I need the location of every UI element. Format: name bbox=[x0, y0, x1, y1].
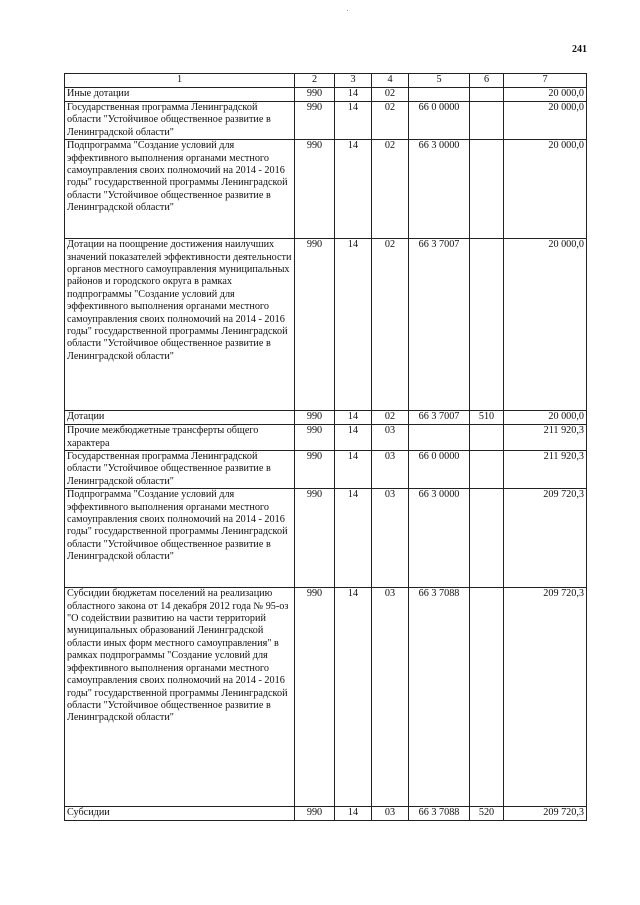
cell-c2: 990 bbox=[295, 239, 335, 411]
cell-c3: 14 bbox=[335, 102, 372, 140]
cell-c7: 211 920,3 bbox=[504, 451, 587, 489]
cell-c2: 990 bbox=[295, 102, 335, 140]
cell-c3: 14 bbox=[335, 239, 372, 411]
cell-c4: 03 bbox=[372, 489, 409, 588]
row-name: Подпрограмма "Создание условий для эффективного выполнения органами местного самоуправления своих полномочий на 2014 - 2016 годы" государственной программы Ленинградской области "Устойчивое общественное развитие в Ленинградской области" bbox=[65, 489, 295, 588]
header-row bbox=[65, 74, 587, 88]
row-name: Государственная программа Ленинградской области "Устойчивое общественное развитие в Ленинградской области" bbox=[65, 451, 295, 489]
table-row bbox=[65, 102, 587, 140]
cell-c3: 14 bbox=[335, 425, 372, 451]
row-name: Иные дотации bbox=[65, 88, 295, 102]
cell-c7: 20 000,0 bbox=[504, 411, 587, 425]
cell-c5: 66 3 7088 bbox=[409, 588, 470, 807]
col-header-3: 3 bbox=[335, 74, 372, 88]
cell-c2: 990 bbox=[295, 588, 335, 807]
cell-c6: 520 bbox=[470, 807, 504, 821]
col-header-6: 6 bbox=[470, 74, 504, 88]
cell-c5 bbox=[409, 88, 470, 102]
col-header-7: 7 bbox=[504, 74, 587, 88]
cell-c3: 14 bbox=[335, 489, 372, 588]
cell-c2: 990 bbox=[295, 411, 335, 425]
cell-c2: 990 bbox=[295, 489, 335, 588]
page-number: 241 bbox=[572, 44, 587, 55]
row-name: Подпрограмма "Создание условий для эффективного выполнения органами местного самоуправления своих полномочий на 2014 - 2016 годы" государственной программы Ленинградской области "Устойчивое общественное развитие в Ленинградской области" bbox=[65, 140, 295, 239]
col-header-2: 2 bbox=[295, 74, 335, 88]
cell-c6 bbox=[470, 489, 504, 588]
cell-c5: 66 3 7007 bbox=[409, 239, 470, 411]
cell-c4: 03 bbox=[372, 425, 409, 451]
cell-c7: 20 000,0 bbox=[504, 88, 587, 102]
cell-c6 bbox=[470, 239, 504, 411]
table-row bbox=[65, 807, 587, 821]
col-header-4: 4 bbox=[372, 74, 409, 88]
cell-c6 bbox=[470, 451, 504, 489]
table-row bbox=[65, 88, 587, 102]
col-header-5: 5 bbox=[409, 74, 470, 88]
scan-speck bbox=[347, 10, 348, 11]
cell-c5 bbox=[409, 425, 470, 451]
table-row bbox=[65, 411, 587, 425]
cell-c4: 03 bbox=[372, 807, 409, 821]
cell-c5: 66 3 7007 bbox=[409, 411, 470, 425]
cell-c7: 209 720,3 bbox=[504, 489, 587, 588]
cell-c4: 02 bbox=[372, 411, 409, 425]
row-name: Государственная программа Ленинградской области "Устойчивое общественное развитие в Ленинградской области" bbox=[65, 102, 295, 140]
cell-c5: 66 3 7088 bbox=[409, 807, 470, 821]
cell-c3: 14 bbox=[335, 411, 372, 425]
table-row bbox=[65, 140, 587, 239]
row-name: Дотации на поощрение достижения наилучших значений показателей эффективности деятельности органов местного самоуправления муниципальных районов и городского округа в рамках подпрограммы "Создание условий для эффективного выполнения органами местного самоуправления своих полномочий на 2014 - 2016 годы" государственной программы Ленинградской области "Устойчивое общественное развитие в Ленинградской области" bbox=[65, 239, 295, 411]
cell-c5: 66 0 0000 bbox=[409, 102, 470, 140]
cell-c7: 209 720,3 bbox=[504, 588, 587, 807]
cell-c7: 209 720,3 bbox=[504, 807, 587, 821]
cell-c7: 20 000,0 bbox=[504, 140, 587, 239]
cell-c5: 66 0 0000 bbox=[409, 451, 470, 489]
cell-c5: 66 3 0000 bbox=[409, 489, 470, 588]
cell-c4: 03 bbox=[372, 451, 409, 489]
cell-c2: 990 bbox=[295, 140, 335, 239]
cell-c4: 02 bbox=[372, 239, 409, 411]
cell-c6: 510 bbox=[470, 411, 504, 425]
cell-c2: 990 bbox=[295, 451, 335, 489]
row-name: Прочие межбюджетные трансферты общего характера bbox=[65, 425, 295, 451]
cell-c6 bbox=[470, 140, 504, 239]
cell-c5: 66 3 0000 bbox=[409, 140, 470, 239]
cell-c4: 02 bbox=[372, 102, 409, 140]
row-name: Дотации bbox=[65, 411, 295, 425]
cell-c4: 03 bbox=[372, 588, 409, 807]
row-name: Субсидии бюджетам поселений на реализацию областного закона от 14 декабря 2012 года № 95-оз "О содействии развитию на части территорий муниципальных образований Ленинградской области иных форм местного самоуправления" в рамках подпрограммы "Создание условий для эффективного выполнения органами местного самоуправления своих полномочий на 2014 - 2016 годы" государственной программы Ленинградской области "Устойчивое общественное развитие в Ленинградской области" bbox=[65, 588, 295, 807]
table-row bbox=[65, 425, 587, 451]
col-header-1: 1 bbox=[65, 74, 295, 88]
table-row bbox=[65, 239, 587, 411]
cell-c3: 14 bbox=[335, 588, 372, 807]
cell-c7: 20 000,0 bbox=[504, 239, 587, 411]
cell-c4: 02 bbox=[372, 88, 409, 102]
cell-c2: 990 bbox=[295, 807, 335, 821]
table-row bbox=[65, 588, 587, 807]
cell-c7: 211 920,3 bbox=[504, 425, 587, 451]
cell-c7: 20 000,0 bbox=[504, 102, 587, 140]
cell-c3: 14 bbox=[335, 88, 372, 102]
cell-c6 bbox=[470, 588, 504, 807]
cell-c6 bbox=[470, 425, 504, 451]
cell-c3: 14 bbox=[335, 451, 372, 489]
cell-c3: 14 bbox=[335, 807, 372, 821]
cell-c6 bbox=[470, 88, 504, 102]
cell-c4: 02 bbox=[372, 140, 409, 239]
budget-table bbox=[64, 73, 587, 821]
cell-c6 bbox=[470, 102, 504, 140]
table-row bbox=[65, 451, 587, 489]
table-row bbox=[65, 489, 587, 588]
cell-c2: 990 bbox=[295, 425, 335, 451]
row-name: Субсидии bbox=[65, 807, 295, 821]
cell-c3: 14 bbox=[335, 140, 372, 239]
cell-c2: 990 bbox=[295, 88, 335, 102]
